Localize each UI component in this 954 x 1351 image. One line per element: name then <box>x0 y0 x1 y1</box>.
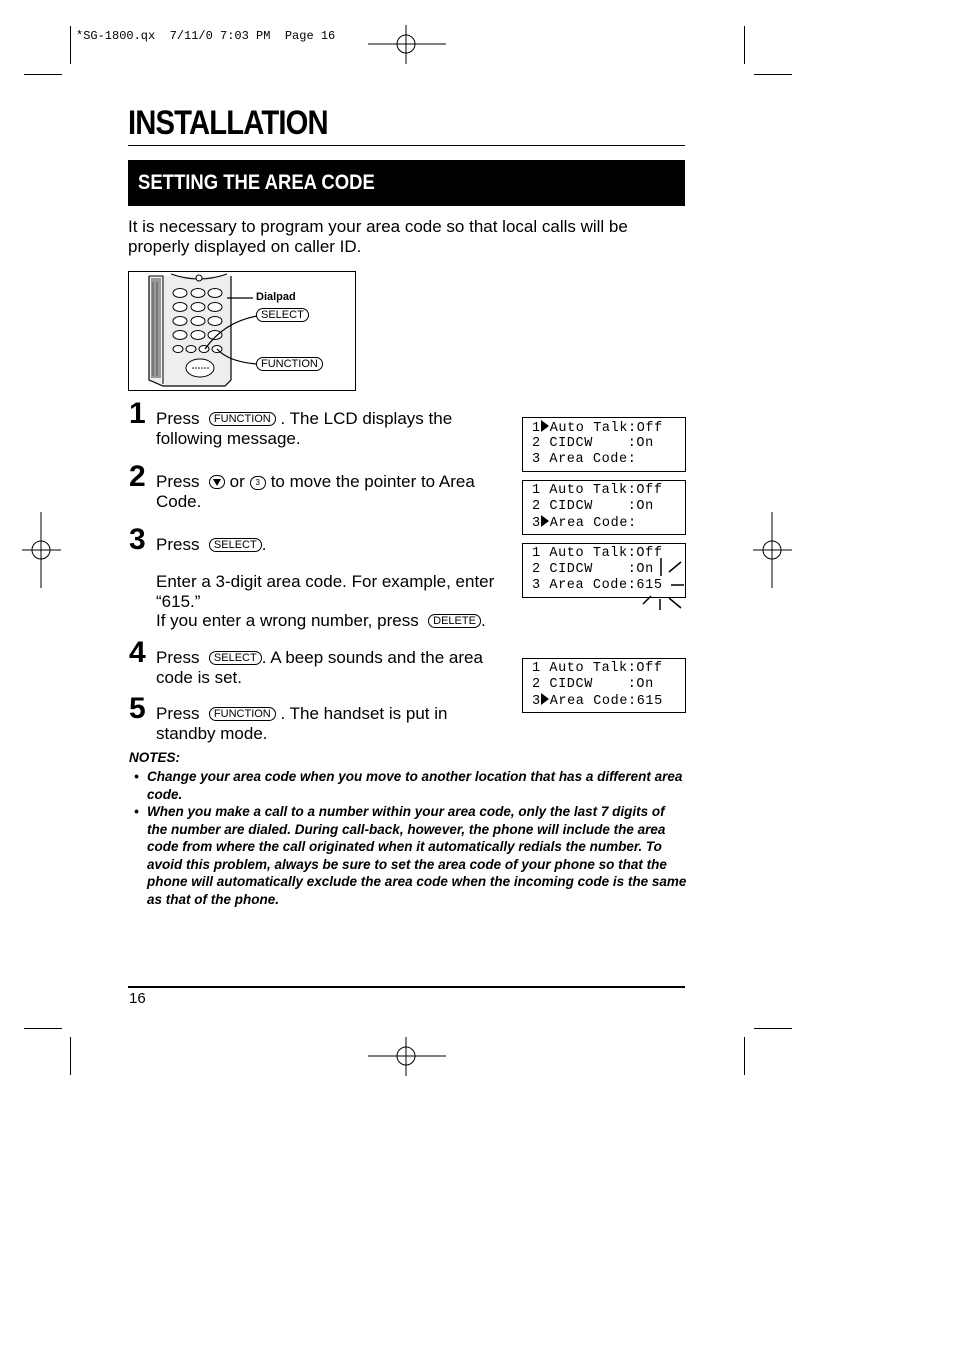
step-text: Press FUNCTION . The LCD displays the following message. <box>156 409 453 448</box>
blink-indicator-icon <box>631 552 685 610</box>
function-label: FUNCTION <box>256 357 323 372</box>
lcd-line: 1 Auto Talk:Off <box>532 546 663 561</box>
select-key: SELECT <box>209 538 262 552</box>
handset-figure <box>128 271 356 391</box>
pointer-icon <box>541 693 549 705</box>
notes-heading: NOTES: <box>129 750 181 765</box>
print-slug: *SG-1800.qx 7/11/0 7:03 PM Page 16 <box>76 29 336 43</box>
registration-mark-top <box>368 24 448 66</box>
lcd-line: 2 CIDCW :On <box>532 499 654 514</box>
note-item: • When you make a call to a number within your area code, only the last 7 digits of the number are dialed. During call-back, however, the phone will include the area code from where the call originated when it automatically redials the number. To avoid this problem, always be sure to set the area code of your phone so that the phone will automatically exclude the area code when the incoming code is the same as that of the phone. <box>134 804 687 907</box>
bullet: • <box>134 804 139 819</box>
section-title: SETTING THE AREA CODE <box>138 171 375 194</box>
section-banner <box>128 160 685 206</box>
lcd-display <box>522 543 686 598</box>
select-key: SELECT <box>209 651 262 665</box>
step-number: 5 <box>129 692 146 725</box>
step-text-extra: Enter a 3-digit area code. For example, enter “615.” <box>156 572 495 611</box>
lcd-line: 2 CIDCW :On <box>532 436 654 451</box>
lcd-line: 1 Auto Talk:Off <box>532 661 663 676</box>
down-arrow-key <box>209 475 225 489</box>
lcd-line: 3 Area Code: <box>532 516 637 531</box>
registration-mark-left <box>21 512 63 590</box>
step-text: Press FUNCTION . The handset is put in standby mode. <box>156 704 448 743</box>
down-arrow-icon <box>213 479 221 486</box>
page-title: INSTALLATION <box>128 104 328 142</box>
step-text: Press SELECT . <box>156 535 267 554</box>
step-number: 4 <box>129 636 146 669</box>
function-key: FUNCTION <box>209 412 276 426</box>
registration-mark-bottom <box>368 1036 448 1078</box>
pointer-icon <box>541 515 549 527</box>
dialpad-label: Dialpad <box>256 291 296 303</box>
step-number: 1 <box>129 397 146 430</box>
step-number: 3 <box>129 523 146 556</box>
lcd-display <box>522 417 686 472</box>
footer-rule <box>128 986 685 988</box>
function-key: FUNCTION <box>209 707 276 721</box>
note-item: • Change your area code when you move to another location that has a different area code. <box>134 769 683 802</box>
lcd-line: 1 Auto Talk:Off <box>532 483 663 498</box>
lcd-display <box>522 658 686 713</box>
lcd-line: 2 CIDCW :On <box>532 562 654 577</box>
intro-paragraph: It is necessary to program your area code so that local calls will be properly displayed on caller ID. <box>128 217 628 256</box>
lcd-display <box>522 480 686 535</box>
registration-mark-right <box>752 512 794 590</box>
pointer-icon <box>541 420 549 432</box>
step-number: 2 <box>129 460 146 493</box>
select-label: SELECT <box>256 308 309 323</box>
bullet: • <box>134 769 139 784</box>
lcd-line: 2 CIDCW :On <box>532 677 654 692</box>
step-text-extra: If you enter a wrong number, press DELETE . <box>156 611 486 630</box>
step-text: Press or 3 to move the pointer to Area Code. <box>156 472 475 511</box>
lcd-line: 3 Area Code:615 <box>532 694 663 709</box>
three-key: 3 <box>250 476 266 490</box>
step-text: Press SELECT . A beep sounds and the area code is set. <box>156 648 483 687</box>
page-number: 16 <box>129 990 146 1007</box>
lcd-line: 3 Area Code: <box>532 452 637 467</box>
title-rule <box>128 145 685 146</box>
lcd-line: 3 Area Code:615 <box>532 578 663 593</box>
lcd-line: 1 Auto Talk:Off <box>532 421 663 436</box>
delete-key: DELETE <box>428 614 481 628</box>
handset-illustration <box>129 272 355 390</box>
